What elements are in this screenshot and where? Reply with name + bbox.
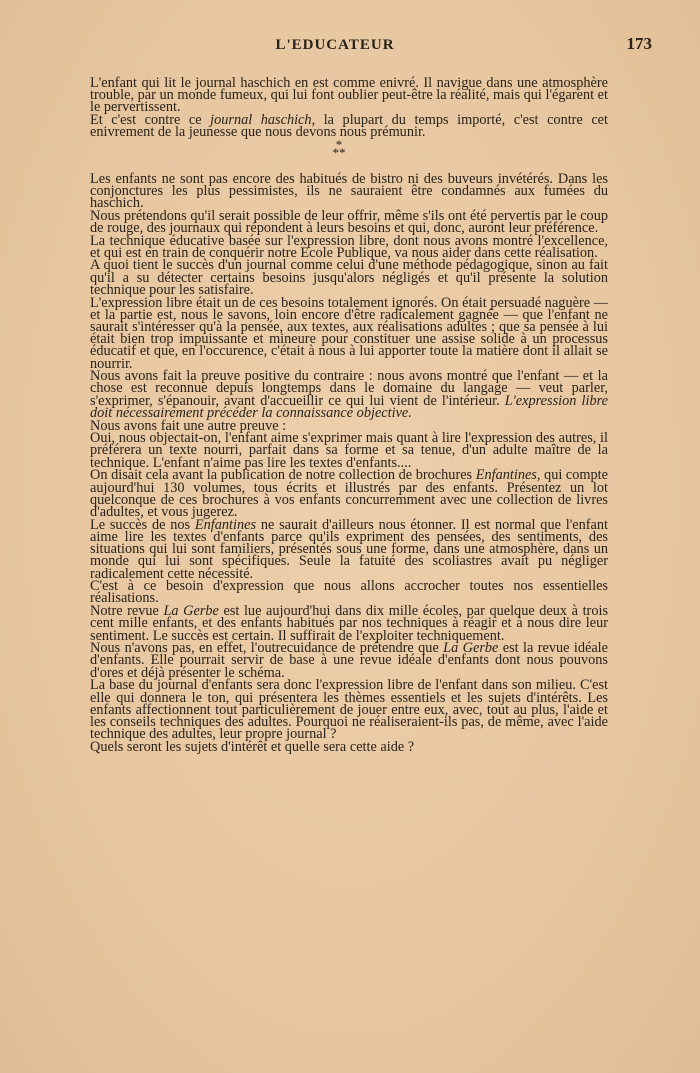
page-number: 173 (626, 34, 652, 53)
paragraph-16: La base du journal d'enfants sera donc l'expression libre de l'enfant dans son milieu. C'est elle qui donnera le ton, qui présentera les thèmes essentiels et les sujets d'intérêts. Les enfants affectionnent tout particulièrement de jouer entre eux, avec, tout au plus, l'aide et les conseils techniques des adultes. Pourquoi ne réaliseraient-ils pas, de même, avec l'aide technique des adultes, leur propre journal ? (90, 677, 608, 743)
paragraph-13: C'est à ce besoin d'expression que nous allons accrocher toutes nos essentielles réalisations. (90, 578, 608, 607)
paragraph-5: La technique éducative basée sur l'expression libre, dont nous avons montré l'excellence, et qui est en train de conquérir notre Ecole Publique, va nous aider dans cette réalisation. (90, 232, 608, 261)
paragraph-17: Quels seront les sujets d'intérêt et quelle sera cette aide ? (90, 738, 415, 755)
paragraph-15: Nous n'avons pas, en effet, l'outrecuidance de prétendre que La Gerbe est la revue idéale d'enfants. Elle pourrait servir de base à une revue idéale d'enfants dont nous pouvons d'ores et déjà présenter le schéma. (90, 640, 608, 681)
paragraph-7: L'expression libre était un de ces besoins totalement ignorés. On était persuadé naguère — et la partie est, nous le savons, loin encore d'être radicalement gagnée — que l'enfant ne saurait s'intéresser qu'à la pensée, aux textes, aux réalisations adultes ; que sa pensée à lui était bien trop impuissante et mineure pour constituer une assise solide à un processus éducatif et que, en l'occurence, c'était à nous à lui apporter toute la matière dont il allait se nourrir. (90, 294, 608, 372)
running-title: L'EDUCATEUR (275, 37, 395, 53)
paragraph-12: Le succès de nos Enfantines ne saurait d'ailleurs nous étonner. Il est normal que l'enfant aime lire les textes d'enfants parce qu'ils expriment des pensées, des sentiments, des situations qui lui sont familiers, présentés sous une forme, dans une atmosphère, dans un monde qui lui sont spécifiques. Seule la fatuité des scoliastres avait pu négliger radicalement cette nécessité. (90, 516, 608, 582)
paragraph-10: Oui, nous objectait-on, l'enfant aime s'exprimer mais quant à lire l'expression des autres, il préférera un texte nourri, parfait dans sa forme et sa tenue, d'un adulte maître de la technique. L'enfant n'aime pas lire les textes d'enfants.... (90, 430, 608, 471)
paragraph-11: On disait cela avant la publication de notre collection de brochures Enfantines, qui compte aujourd'hui 130 volumes, tous écrits et illustrés par des enfants. Présentez un lot quelconque de ces brochures à vos enfants concurremment avec une collection de livres d'adultes, et vous jugerez. (90, 467, 608, 520)
paragraph-6: A quoi tient le succès d'un journal comme celui d'une méthode pédagogique, sinon au fait qu'il a su détecter certains besoins jusqu'alors négligés et qu'il présente la solution technique pour les satisfaire. (90, 257, 608, 298)
paragraph-8: Nous avons fait la preuve positive du contraire : nous avons montré que l'enfant — et la chose est reconnue depuis longtemps dans le domaine du langage — veut parler, s'exprimer, s'épanouir, avant d'accueillir ce qui lui vient de l'intérieur. L'expression libre doit nécessairement précéder la connaissance objective. (90, 368, 609, 421)
paragraph-14: Notre revue La Gerbe est lue aujourd'hui dans dix mille écoles, par quelque deux à trois cent mille enfants, et des enfants habitués par nos techniques à réagir et à nous dire leur sentiment. Le succès est certain. Il suffirait de l'exploiter techniquement. (90, 603, 609, 644)
page-header (0, 34, 700, 58)
paragraph-1: L'enfant qui lit le journal haschich en est comme enivré. Il navigue dans une atmosphère trouble, par un monde fumeux, qui lui font oublier peut-être la réalité, mais qui l'égarent et le pervertissent. (90, 75, 608, 116)
paragraph-4: Nous prétendons qu'il serait possible de leur offrir, même s'ils ont été pervertis par le coup de rouge, des journaux qui répondent à leurs besoins et qui, donc, auront leur préférence. (90, 207, 608, 236)
paragraph-2: Et c'est contre ce journal haschich, la plupart du temps importé, c'est contre cet enivrement de la jeunesse que nous devons nous prémunir. (90, 112, 609, 141)
paragraph-9: Nous avons fait une autre preuve : (90, 417, 287, 434)
article-body (90, 77, 608, 754)
section-separator: * ** (332, 136, 346, 160)
paragraph-3: Les enfants ne sont pas encore des habitués de bistro ni des buveurs invétérés. Dans les conjonctures les plus pessimistes, ils ne sauraient être condamnés aux fumées du haschich. (90, 170, 608, 211)
